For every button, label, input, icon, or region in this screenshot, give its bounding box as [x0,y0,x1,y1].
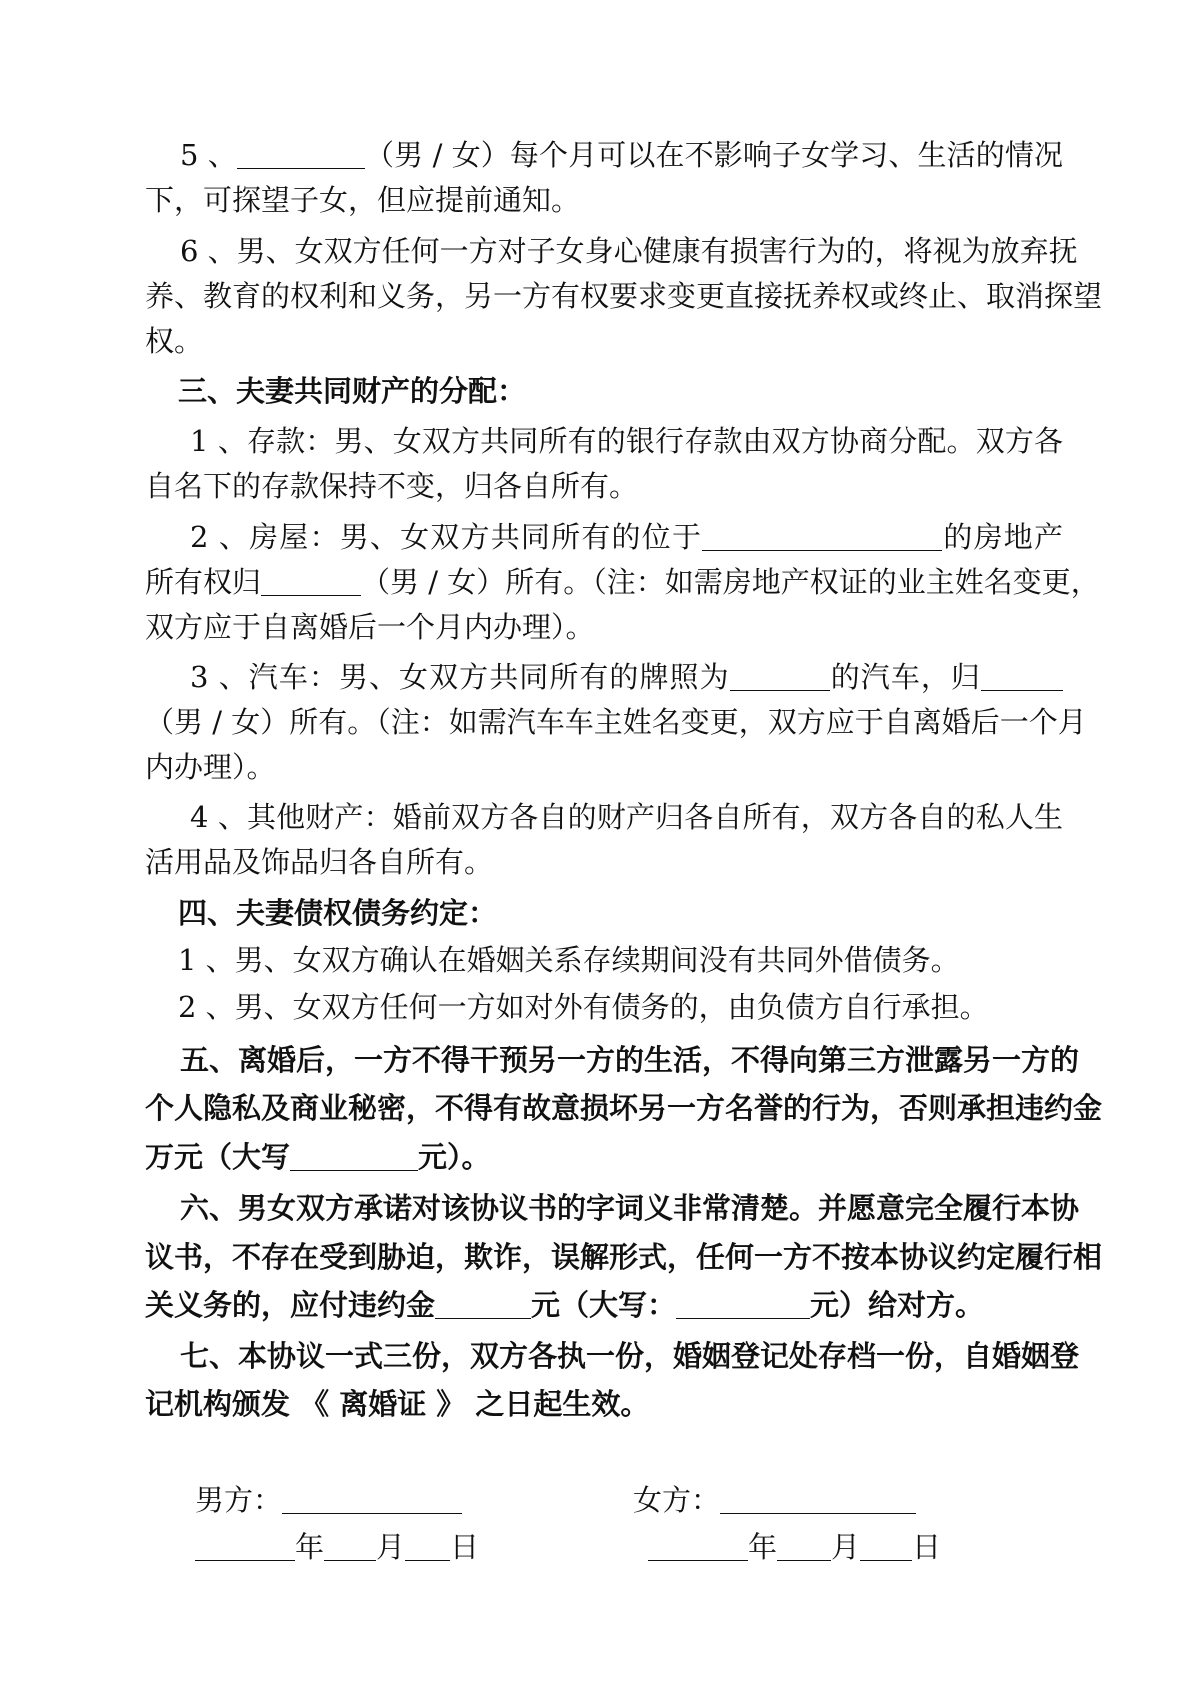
blank-field [435,1288,531,1319]
clause-text: 2 、房屋：男、女双方共同所有的位于 [190,520,703,554]
clause-five-line-1 [145,1040,1080,1080]
clause-text: 元）。 [418,1140,491,1174]
clause-seven-line-2: 记机构颁发 《 离婚证 》 之日起生效。 [145,1387,650,1421]
male-signature-row [195,1480,462,1520]
clause-other-line-2: 活用品及饰品归各自所有。 [145,845,494,879]
clause-text: 1 、存款：男、女双方共同所有的银行存款由双方协商分配。双方各 [190,424,1063,458]
clause-text: 的房地产 [942,520,1063,554]
clause-five-line-3 [145,1137,491,1177]
clause-text: 五、离婚后，一方不得干预另一方的生活，不得向第三方泄露另一方的 [180,1043,1080,1077]
clause-text: 六、男女双方承诺对该协议书的字词义非常清楚。并愿意完全履行本协 [180,1191,1080,1225]
clause-deposit-line-2: 自名下的存款保持不变，归各自所有。 [145,469,639,503]
clause-text: 4 、其他财产：婚前双方各自的财产归各自所有，双方各自的私人生 [190,800,1063,834]
clause-child-5-line-2: 下，可探望子女，但应提前通知。 [145,183,581,217]
clause-car-line-1 [145,657,1063,697]
clause-five-line-2: 个人隐私及商业秘密，不得有故意损坏另一方名誉的行为，否则承担违约金 [145,1091,1103,1125]
blank-field [261,565,361,596]
clause-car-line-2: （男 / 女）所有。（注：如需汽车车主姓名变更，双方应于自离婚后一个月 [145,705,1087,739]
clause-text: 元）给对方。 [810,1288,985,1322]
clause-house-line-2 [145,562,1100,602]
blank-field [237,138,365,169]
month-label: 月 [831,1530,861,1564]
clause-six-line-1 [145,1188,1080,1228]
clause-debt-2: 2 、男、女双方任何一方如对外有债务的，由负债方自行承担。 [178,990,989,1024]
clause-six-line-2: 议书，不存在受到胁迫，欺诈，误解形式，任何一方不按本协议约定履行相 [145,1240,1103,1274]
clause-child-6-line-2: 养、教育的权利和义务，另一方有权要求变更直接抚养权或终止、取消探望 [145,279,1103,313]
clause-seven-line-1 [145,1336,1080,1376]
clause-text: 3 、汽车：男、女双方共同所有的牌照为 [190,660,730,694]
female-date-row [648,1527,941,1567]
month-field [324,1530,376,1561]
female-signature-row [633,1480,916,1520]
blank-field [290,1140,418,1171]
clause-text: （男 / 女）所有。（注：如需房地产权证的业主姓名变更， [361,565,1100,599]
section-heading-property: 三、夫妻共同财产的分配： [178,374,527,408]
year-label: 年 [295,1530,325,1564]
day-label: 日 [912,1530,942,1564]
clause-house-line-3: 双方应于自离婚后一个月内办理）。 [145,610,595,644]
clause-text: 的汽车，归 [829,660,981,694]
clause-child-6-line-1 [145,231,1078,271]
clause-text: 万元（大写 [145,1140,291,1174]
clause-text: 6 、男、女双方任何一方对子女身心健康有损害行为的，将视为放弃抚 [180,234,1078,268]
section-heading-debt: 四、夫妻债权债务约定： [178,896,498,930]
clause-text: 元（大写： [531,1288,677,1322]
clause-debt-1: 1 、男、女双方确认在婚姻关系存续期间没有共同外借债务。 [178,943,960,977]
month-field [777,1530,831,1561]
month-label: 月 [376,1530,406,1564]
day-label: 日 [450,1530,480,1564]
clause-house-line-1 [145,517,1063,557]
blank-field [676,1288,810,1319]
year-label: 年 [748,1530,778,1564]
clause-child-5-line-1 [145,135,1063,175]
blank-field [702,520,942,551]
clause-child-6-line-3: 权。 [145,324,204,358]
male-signature-label: 男方： [195,1483,283,1517]
female-signature-field [720,1483,916,1514]
day-field [405,1530,450,1561]
clause-text: （男 / 女）每个月可以在不影响子女学习、生活的情况 [364,138,1063,172]
male-signature-field [282,1483,462,1514]
clause-car-line-3: 内办理）。 [145,750,276,784]
year-field [648,1530,748,1561]
day-field [860,1530,912,1561]
clause-text: 关义务的，应付违约金 [145,1288,436,1322]
female-signature-label: 女方： [633,1483,721,1517]
clause-other-line-1 [145,797,1063,837]
clause-six-line-3 [145,1285,984,1325]
clause-number: 5 、 [180,138,237,172]
male-date-row [195,1527,479,1567]
clause-text: 所有权归 [145,565,262,599]
clause-text: 七、本协议一式三份，双方各执一份，婚姻登记处存档一份，自婚姻登 [180,1339,1080,1373]
year-field [195,1530,295,1561]
blank-field [730,660,830,691]
clause-deposit-line-1 [145,421,1063,461]
blank-field [981,660,1063,691]
